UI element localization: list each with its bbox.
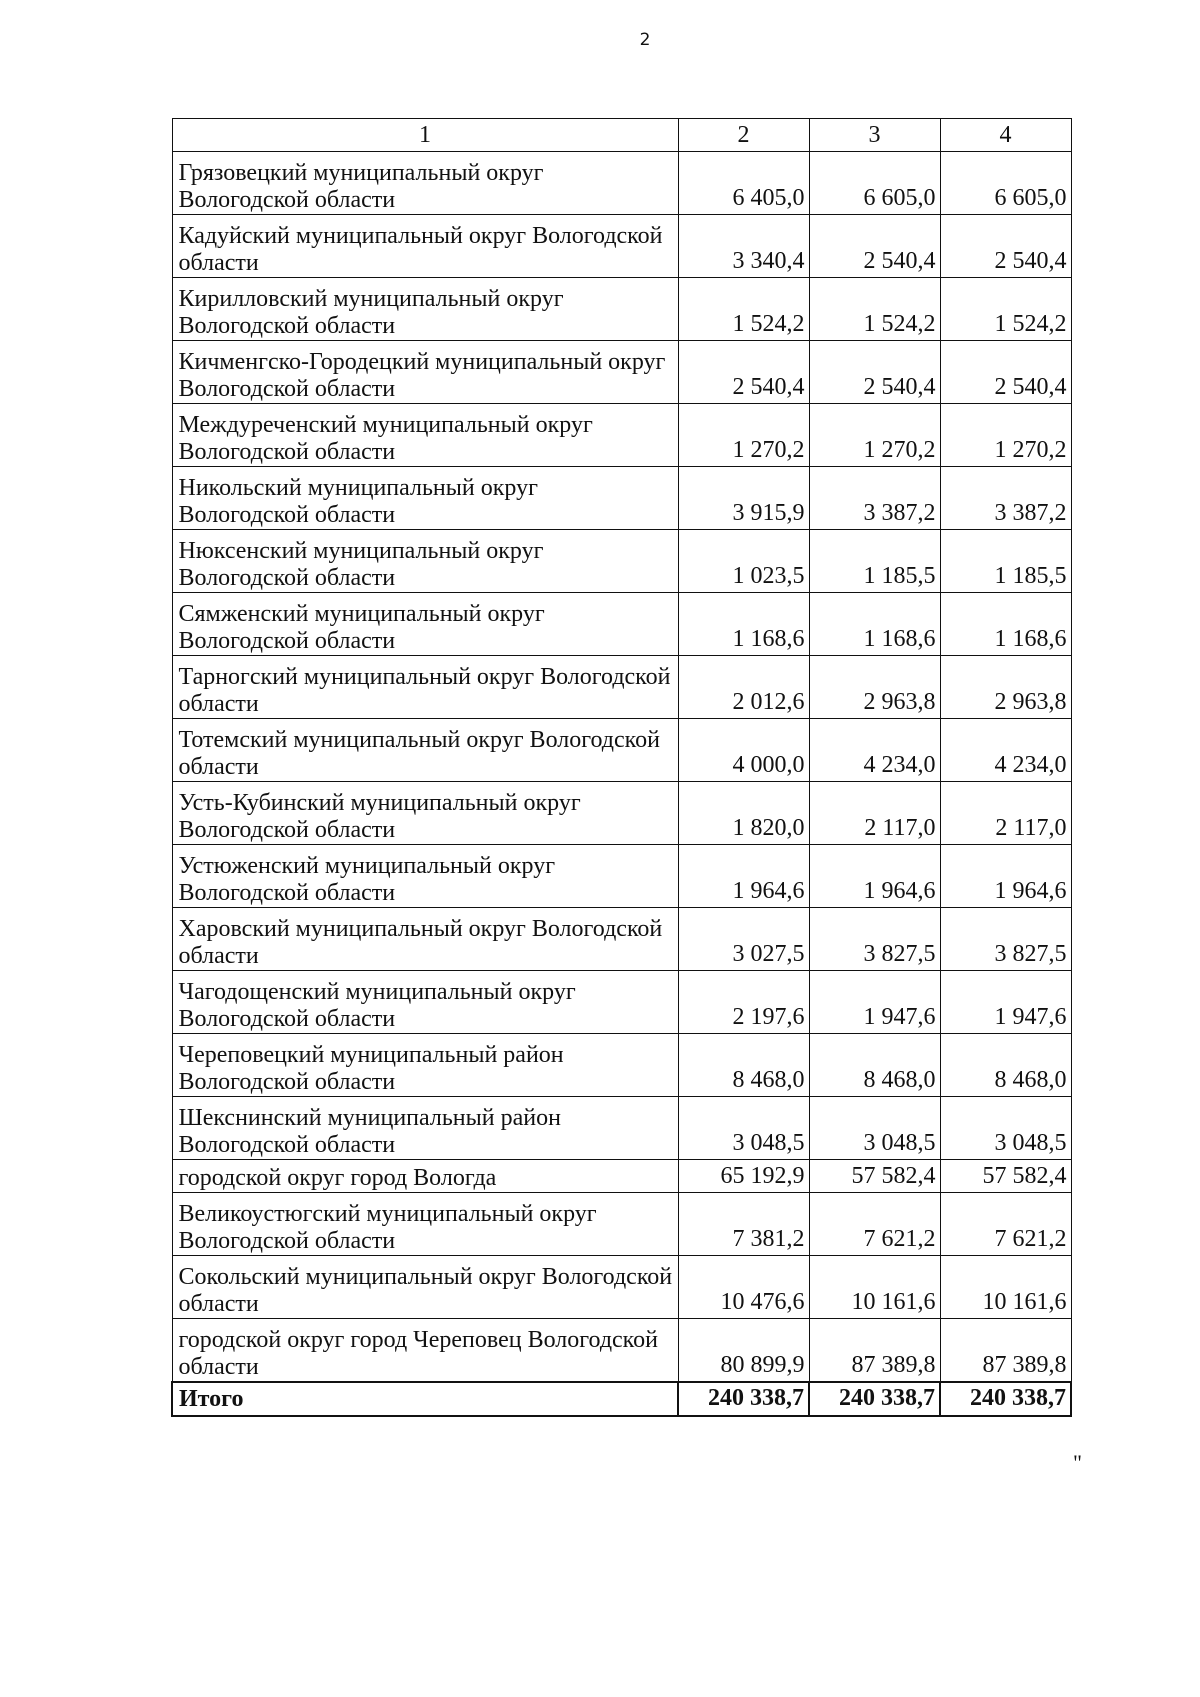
value-col3: 1 964,6	[809, 845, 940, 908]
value-col2: 2 540,4	[678, 341, 809, 404]
value-col2: 8 468,0	[678, 1034, 809, 1097]
municipality-name: Усть-Кубинский муниципальный округ Вологодской области	[172, 782, 678, 845]
value-col4: 2 963,8	[940, 656, 1071, 719]
value-col3: 2 963,8	[809, 656, 940, 719]
value-col3: 3 048,5	[809, 1097, 940, 1160]
value-col2: 2 197,6	[678, 971, 809, 1034]
table-row	[172, 656, 1071, 719]
value-col4: 1 947,6	[940, 971, 1071, 1034]
municipality-name: Сокольский муниципальный округ Вологодской области	[172, 1256, 678, 1319]
column-header-2: 2	[678, 119, 809, 152]
table-header-row	[172, 119, 1071, 152]
column-header-4: 4	[940, 119, 1071, 152]
total-value-col3: 240 338,7	[809, 1382, 940, 1416]
value-col4: 4 234,0	[940, 719, 1071, 782]
value-col4: 3 048,5	[940, 1097, 1071, 1160]
value-col4: 8 468,0	[940, 1034, 1071, 1097]
table-row	[172, 341, 1071, 404]
value-col3: 1 524,2	[809, 278, 940, 341]
value-col4: 1 524,2	[940, 278, 1071, 341]
municipality-name: городской округ город Череповец Вологодской области	[172, 1319, 678, 1383]
table-row	[172, 467, 1071, 530]
value-col4: 2 117,0	[940, 782, 1071, 845]
value-col3: 1 270,2	[809, 404, 940, 467]
value-col3: 6 605,0	[809, 152, 940, 215]
table-row	[172, 404, 1071, 467]
municipality-name: Кадуйский муниципальный округ Вологодской области	[172, 215, 678, 278]
municipality-name: Тарногский муниципальный округ Вологодской области	[172, 656, 678, 719]
value-col2: 3 340,4	[678, 215, 809, 278]
value-col2: 3 048,5	[678, 1097, 809, 1160]
municipality-name: Тотемский муниципальный округ Вологодской области	[172, 719, 678, 782]
value-col2: 1 023,5	[678, 530, 809, 593]
table-row	[172, 845, 1071, 908]
value-col2: 10 476,6	[678, 1256, 809, 1319]
municipality-name: Нюксенский муниципальный округ Вологодской области	[172, 530, 678, 593]
table-row	[172, 1097, 1071, 1160]
table-row	[172, 1193, 1071, 1256]
total-value-col2: 240 338,7	[678, 1382, 809, 1416]
value-col2: 65 192,9	[678, 1160, 809, 1193]
table-row	[172, 152, 1071, 215]
value-col2: 1 964,6	[678, 845, 809, 908]
municipality-name: Никольский муниципальный округ Вологодской области	[172, 467, 678, 530]
value-col2: 1 524,2	[678, 278, 809, 341]
municipality-name: Кичменгско-Городецкий муниципальный округ Вологодской области	[172, 341, 678, 404]
value-col2: 7 381,2	[678, 1193, 809, 1256]
value-col2: 3 027,5	[678, 908, 809, 971]
value-col2: 1 820,0	[678, 782, 809, 845]
value-col3: 57 582,4	[809, 1160, 940, 1193]
value-col3: 3 827,5	[809, 908, 940, 971]
table-row	[172, 278, 1071, 341]
table-row	[172, 719, 1071, 782]
table-row	[172, 215, 1071, 278]
value-col2: 80 899,9	[678, 1319, 809, 1383]
value-col3: 10 161,6	[809, 1256, 940, 1319]
value-col3: 1 168,6	[809, 593, 940, 656]
total-row	[172, 1382, 1071, 1416]
municipality-name: Устюженский муниципальный округ Вологодской области	[172, 845, 678, 908]
value-col3: 2 540,4	[809, 215, 940, 278]
value-col3: 8 468,0	[809, 1034, 940, 1097]
table-row	[172, 1160, 1071, 1193]
total-label: Итого	[172, 1382, 678, 1416]
municipality-name: Чагодощенский муниципальный округ Вологодской области	[172, 971, 678, 1034]
value-col4: 1 168,6	[940, 593, 1071, 656]
value-col4: 10 161,6	[940, 1256, 1071, 1319]
value-col4: 2 540,4	[940, 341, 1071, 404]
municipality-name: Великоустюгский муниципальный округ Вологодской области	[172, 1193, 678, 1256]
value-col4: 7 621,2	[940, 1193, 1071, 1256]
value-col4: 1 185,5	[940, 530, 1071, 593]
value-col3: 3 387,2	[809, 467, 940, 530]
value-col4: 3 387,2	[940, 467, 1071, 530]
page-number: 2	[639, 30, 651, 50]
value-col3: 7 621,2	[809, 1193, 940, 1256]
value-col3: 87 389,8	[809, 1319, 940, 1383]
municipality-name: Сямженский муниципальный округ Вологодской области	[172, 593, 678, 656]
municipality-name: Междуреченский муниципальный округ Вологодской области	[172, 404, 678, 467]
municipality-name: Череповецкий муниципальный район Вологодской области	[172, 1034, 678, 1097]
value-col2: 2 012,6	[678, 656, 809, 719]
table-row	[172, 530, 1071, 593]
column-header-1: 1	[172, 119, 678, 152]
value-col3: 2 117,0	[809, 782, 940, 845]
budget-table	[171, 118, 1072, 1417]
municipality-name: Грязовецкий муниципальный округ Вологодской области	[172, 152, 678, 215]
municipality-name: Кирилловский муниципальный округ Вологодской области	[172, 278, 678, 341]
table-row	[172, 593, 1071, 656]
municipality-name: городской округ город Вологда	[172, 1160, 678, 1193]
value-col4: 1 964,6	[940, 845, 1071, 908]
value-col3: 1 185,5	[809, 530, 940, 593]
table-row	[172, 1256, 1071, 1319]
table-row	[172, 908, 1071, 971]
value-col4: 1 270,2	[940, 404, 1071, 467]
closing-quote-mark: "	[1073, 1450, 1082, 1475]
value-col4: 3 827,5	[940, 908, 1071, 971]
value-col4: 57 582,4	[940, 1160, 1071, 1193]
value-col2: 6 405,0	[678, 152, 809, 215]
table-row	[172, 782, 1071, 845]
value-col4: 6 605,0	[940, 152, 1071, 215]
value-col2: 1 168,6	[678, 593, 809, 656]
column-header-3: 3	[809, 119, 940, 152]
value-col2: 4 000,0	[678, 719, 809, 782]
value-col3: 1 947,6	[809, 971, 940, 1034]
table-row	[172, 1319, 1071, 1383]
table-row	[172, 971, 1071, 1034]
value-col4: 87 389,8	[940, 1319, 1071, 1383]
municipality-name: Шекснинский муниципальный район Вологодской области	[172, 1097, 678, 1160]
value-col4: 2 540,4	[940, 215, 1071, 278]
table-row	[172, 1034, 1071, 1097]
total-value-col4: 240 338,7	[940, 1382, 1071, 1416]
value-col3: 4 234,0	[809, 719, 940, 782]
value-col2: 3 915,9	[678, 467, 809, 530]
value-col3: 2 540,4	[809, 341, 940, 404]
value-col2: 1 270,2	[678, 404, 809, 467]
municipality-name: Харовский муниципальный округ Вологодской области	[172, 908, 678, 971]
